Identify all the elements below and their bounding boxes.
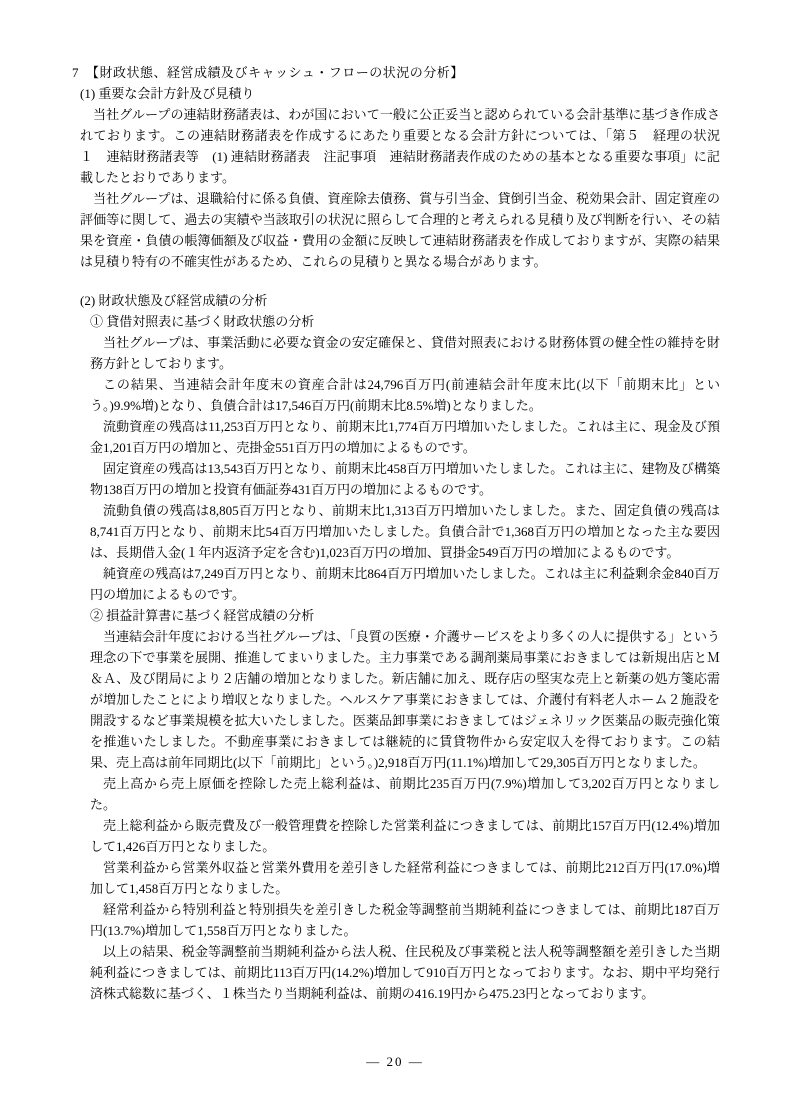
heading-income-statement-analysis: ② 損益計算書に基づく経営成績の分析 (90, 608, 315, 623)
paragraph-liabilities: 流動負債の残高は8,805百万円となり、前期末比1,313百万円増加いたしました。また、固定負債の残高は8,741百万円となり、前期末比54百万円増加いたしました。負債合計で1,368百万円の増加となった主な要因は、長期借入金(１年内返済予定を含む)1,023百万円の増加、買掛金549百万円の増加によるものです。 (90, 503, 720, 560)
paragraph-gross-profit: 売上高から売上原価を控除した売上総利益は、前期比235百万円(7.9%)増加して3,202百万円となりました。 (90, 776, 720, 812)
paragraph-net-assets: 純資産の残高は7,249百万円となり、前期末比864百万円増加いたしました。これは主に利益剰余金840百万円の増加によるものです。 (90, 566, 720, 602)
page-number: ― 20 ― (366, 1054, 424, 1069)
heading-balance-sheet-analysis: ① 貸借対照表に基づく財政状態の分析 (90, 314, 315, 329)
paragraph-financial-policy: 当社グループは、事業活動に必要な資金の安定確保と、貸借対照表における財務体質の健全性の維持を財務方針としております。 (90, 335, 720, 371)
paragraph-business-overview-sales: 当連結会計年度における当社グループは、「良質の医療・介護サービスをより多くの人に提供する」という理念の下で事業を展開、推進してまいりました。主力事業である調剤薬局事業におきましては新規出店とＭ＆Ａ、及び閉局により２店舗の増加となりました。新店舗に加え、既存店の堅実な売上と新薬の処方箋応需が増加したことにより増収となりました。ヘルスケア事業におきましては、介護付有料老人ホーム２施設を開設するなど事業規模を拡大いたしました。医薬品卸事業におきましてはジェネリック医薬品の販売強化策を推進いたしました。不動産事業におきましては継続的に賃貸物件から安定収入を得ております。この結果、売上高は前年同期比(以下「前期比」という。)2,918百万円(11.1%)増加して29,305百万円となりました。 (90, 629, 720, 770)
heading-1-accounting-policies-and-estimates: (1) 重要な会計方針及び見積り (80, 86, 255, 101)
paragraph-income-before-taxes: 経常利益から特別利益と特別損失を差引きした税金等調整前当期純利益につきましては、前期比187百万円(13.7%)増加して1,558百万円となりました。 (90, 902, 720, 938)
paragraph-total-assets-liabilities: この結果、当連結会計年度末の資産合計は24,796百万円(前連結会計年度末比(以下「前期末比」という。)9.9%増)となり、負債合計は17,546百万円(前期末比8.5%増)となりました。 (90, 377, 720, 413)
heading-2-financial-position-and-results: (2) 財政状態及び経営成績の分析 (80, 293, 268, 308)
paragraph-estimates-uncertainty: 当社グループは、退職給付に係る負債、資産除去債務、賞与引当金、貸倒引当金、税効果会計、固定資産の評価等に関して、過去の実績や当該取引の状況に照らして合理的と考えられる見積り及び判断を行い、その結果を資産・負債の帳簿価額及び収益・費用の金額に反映して連結財務諸表を作成しておりますが、実際の結果は見積り特有の不確実性があるため、これらの見積りと異なる場合があります。 (80, 191, 720, 269)
section-7-title: 7 【財政状態、経営成績及びキャッシュ・フローの状況の分析】 (72, 65, 464, 80)
paragraph-net-income-eps: 以上の結果、税金等調整前当期純利益から法人税、住民税及び事業税と法人税等調整額を差引きした当期純利益につきましては、前期比113百万円(14.2%)増加して910百万円となっております。なお、期中平均発行済株式総数に基づく、１株当たり当期純利益は、前期の416.19円から475.23円となっております。 (90, 944, 720, 1001)
paragraph-ordinary-income: 営業利益から営業外収益と営業外費用を差引きした経常利益につきましては、前期比212百万円(17.0%)増加して1,458百万円となりました。 (90, 860, 720, 896)
document-body (72, 62, 734, 1004)
paragraph-fixed-assets: 固定資産の残高は13,543百万円となり、前期末比458百万円増加いたしました。これは主に、建物及び構築物138百万円の増加と投資有価証券431百万円の増加によるものです。 (90, 461, 720, 497)
paragraph-accounting-standards: 当社グループの連結財務諸表は、わが国において一般に公正妥当と認められている会計基準に基づき作成されております。この連結財務諸表を作成するにあたり重要となる会計方針については、「第５ 経理の状況 １ 連結財務諸表等 (1) 連結財務諸表 注記事項 連結財務諸表作成のための基本となる重要な事項」に記載したとおりであります。 (80, 107, 734, 185)
paragraph-operating-income: 売上総利益から販売費及び一般管理費を控除した営業利益につきましては、前期比157百万円(12.4%)増加して1,426百万円となりました。 (90, 818, 720, 854)
paragraph-current-assets: 流動資産の残高は11,253百万円となり、前期末比1,774百万円増加いたしました。これは主に、現金及び預金1,201百万円の増加と、売掛金551百万円の増加によるものです。 (90, 419, 720, 455)
